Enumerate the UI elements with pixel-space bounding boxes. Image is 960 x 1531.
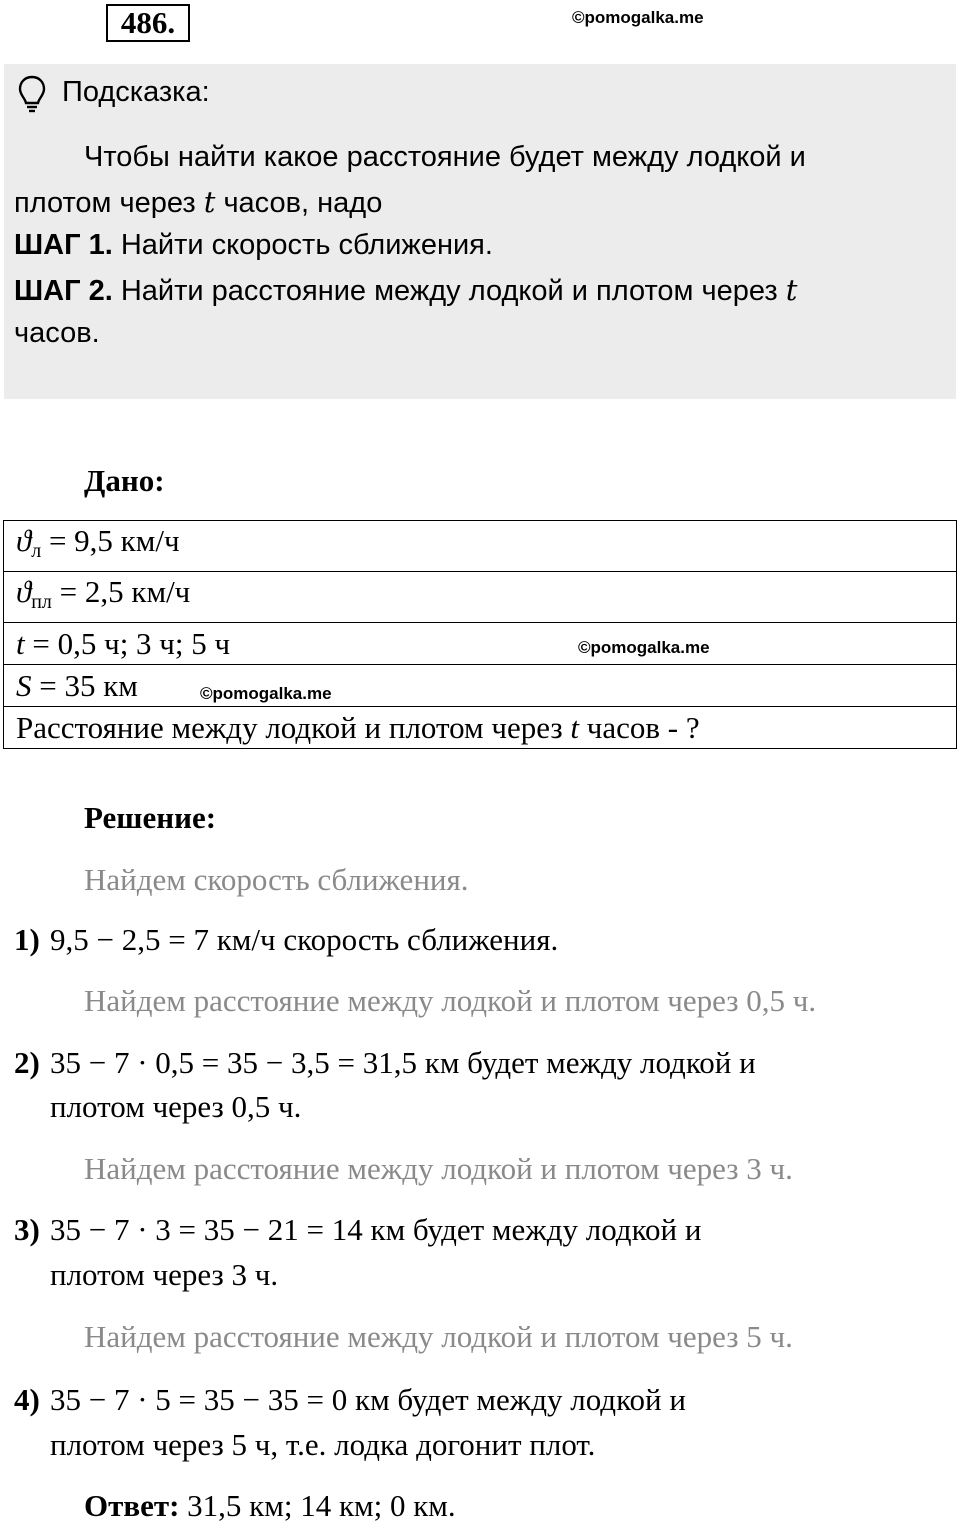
- raft-speed-value: = 2,5 км/ч: [51, 574, 191, 609]
- given-cell-raft-speed: [4, 572, 957, 623]
- watermark-top: ©pomogalka.me: [572, 8, 704, 27]
- given-row-raft-speed: [4, 572, 957, 623]
- step-3-number: 3): [14, 1212, 40, 1247]
- solution-note-3: Найдем расстояние между лодкой и плотом через 3 ч.: [84, 1151, 793, 1186]
- question-text-a: Расстояние между лодкой и плотом через: [16, 709, 571, 745]
- step-2-line-2: плотом через 0,5 ч.: [50, 1089, 302, 1124]
- answer-label: Ответ:: [84, 1488, 180, 1523]
- hint-intro-line2: [14, 185, 382, 220]
- hint-intro-text-b: часов, надо: [215, 187, 383, 219]
- step-4-line-1: 35 − 7 · 5 = 35 − 35 = 0 км будет между лодкой и: [50, 1382, 686, 1417]
- raft-speed-subscript: пл: [31, 591, 52, 613]
- given-row-distance: [4, 665, 957, 707]
- given-cell-distance: [4, 665, 957, 707]
- watermark-table-left: ©pomogalka.me: [200, 684, 332, 703]
- question-text-b: часов - ?: [579, 709, 700, 745]
- boat-speed-symbol: ϑ: [16, 523, 32, 558]
- step-4-number: 4): [14, 1382, 40, 1417]
- step-4-line-2: плотом через 5 ч, т.е. лодка догонит плот.: [50, 1427, 596, 1462]
- lightbulb-icon: [16, 74, 48, 114]
- hint-step1: [14, 229, 493, 262]
- time-symbol: t: [16, 625, 25, 661]
- solution-note-4: Найдем расстояние между лодкой и плотом через 5 ч.: [84, 1319, 793, 1354]
- step-3-line-1: 35 − 7 · 3 = 35 − 21 = 14 км будет между лодкой и: [50, 1212, 702, 1247]
- solution-note-1: Найдем скорость сближения.: [84, 862, 469, 897]
- solution-title: Решение:: [84, 800, 217, 835]
- solution-note-2: Найдем расстояние между лодкой и плотом через 0,5 ч.: [84, 983, 817, 1018]
- hint-step2-text: Найти расстояние между лодкой и плотом через: [112, 275, 786, 307]
- hint-intro-var: t: [203, 185, 216, 219]
- hint-intro-line1: Чтобы найти какое расстояние будет между лодкой и: [84, 141, 806, 173]
- hint-step2: [14, 273, 797, 308]
- hint-step1-label: ШАГ 1.: [14, 229, 113, 261]
- answer-text: 31,5 км; 14 км; 0 км.: [179, 1488, 456, 1523]
- question-var: t: [570, 709, 580, 745]
- step-2-line-1: 35 − 7 · 0,5 = 35 − 3,5 = 31,5 км будет между лодкой и: [50, 1045, 756, 1080]
- watermark-table-right: ©pomogalka.me: [578, 638, 710, 657]
- given-cell-boat-speed: [4, 521, 957, 572]
- given-row-time: [4, 623, 957, 665]
- given-cell-time: [4, 623, 957, 665]
- given-title: Дано:: [84, 463, 165, 498]
- boat-speed-value: = 9,5 км/ч: [41, 523, 180, 558]
- hint-step2-tail: часов.: [14, 317, 100, 349]
- raft-speed-symbol: ϑ: [16, 574, 32, 609]
- step-1-number: 1): [14, 922, 40, 957]
- answer: [84, 1488, 456, 1524]
- given-table: [3, 520, 957, 749]
- step-2-number: 2): [14, 1045, 40, 1080]
- given-row-question: [4, 707, 957, 749]
- given-row-boat-speed: [4, 521, 957, 572]
- given-cell-question: [4, 707, 957, 749]
- hint-intro-text-a: плотом через: [14, 187, 204, 219]
- distance-symbol: S: [16, 667, 32, 703]
- hint-title: Подсказка:: [62, 76, 210, 108]
- step-3-line-2: плотом через 3 ч.: [50, 1257, 279, 1292]
- distance-value: = 35 км: [31, 667, 138, 703]
- step-1-text: 9,5 − 2,5 = 7 км/ч скорость сближения.: [50, 922, 559, 957]
- time-value: = 0,5 ч; 3 ч; 5 ч: [24, 625, 231, 661]
- task-number: 486.: [106, 4, 190, 42]
- hint-step2-label: ШАГ 2.: [14, 275, 113, 307]
- hint-step2-var: t: [785, 273, 798, 307]
- boat-speed-subscript: л: [31, 540, 42, 562]
- hint-step1-text: Найти скорость сближения.: [112, 229, 493, 261]
